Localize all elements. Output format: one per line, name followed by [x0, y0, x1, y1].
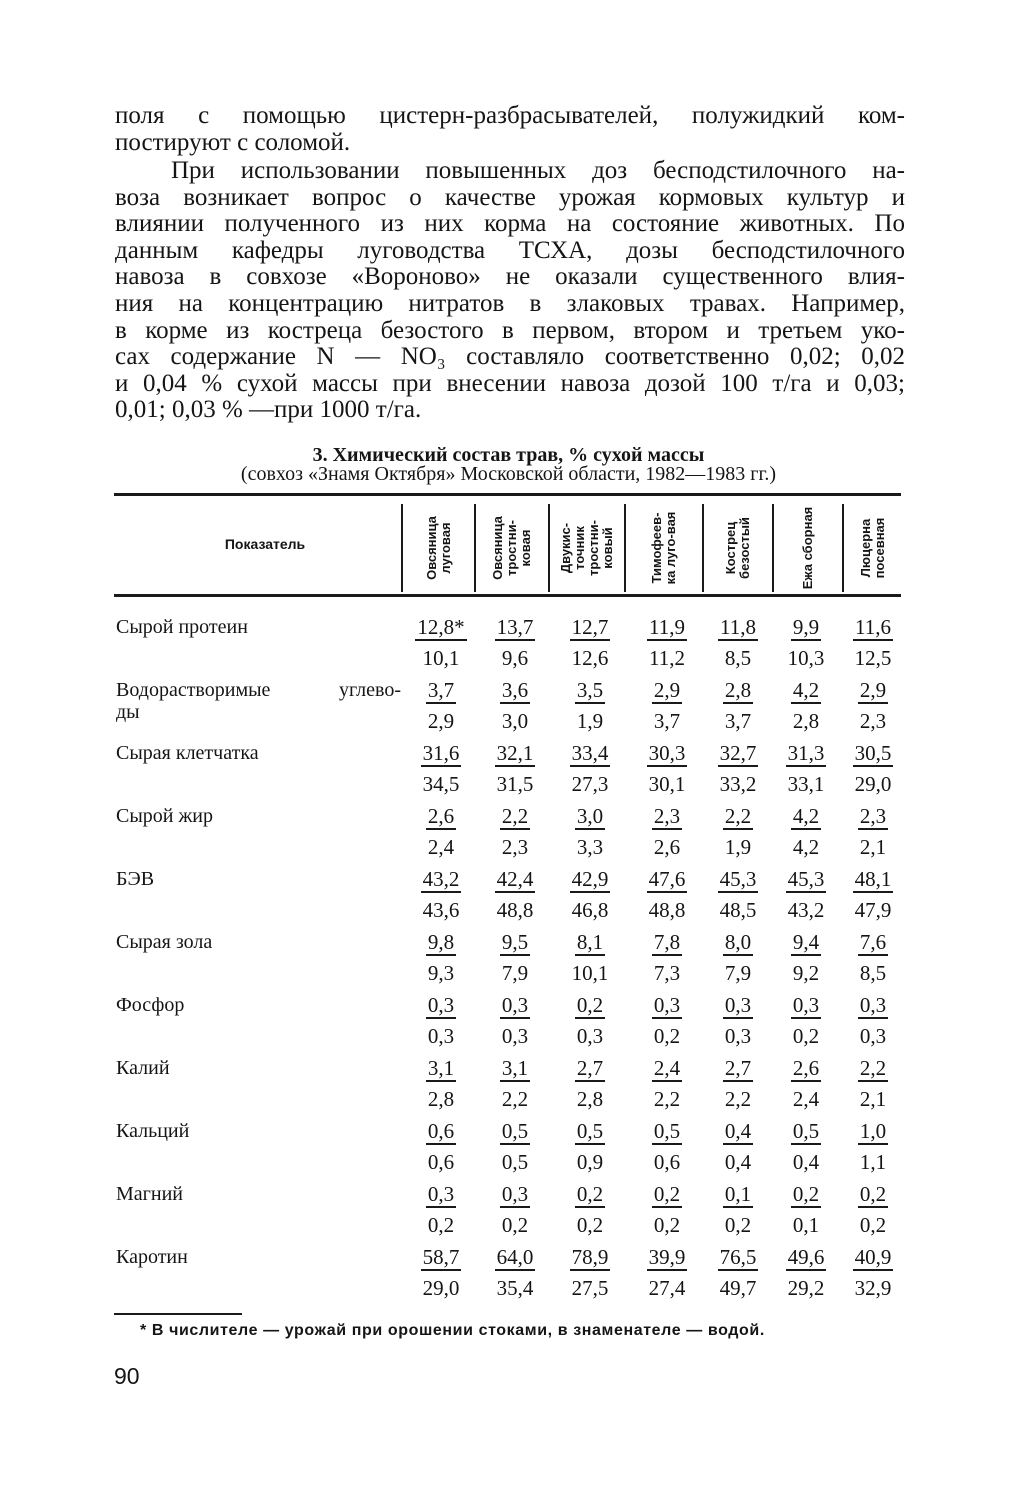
denominator-value: 31,5 [496, 772, 534, 796]
denominator-value: 1,1 [859, 1150, 887, 1174]
denominator-value: 0,2 [427, 1213, 455, 1237]
numerator-value: 47,6 [648, 867, 686, 891]
numerator-value: 32,1 [496, 741, 534, 765]
row-label: Сырая зола [116, 931, 213, 953]
denominator-value: 2,2 [501, 1087, 529, 1111]
numerator-value: 58,7 [422, 1245, 460, 1269]
numerator-value: 4,2 [792, 678, 820, 702]
numerator-value: 2,2 [859, 1056, 887, 1080]
denominator-value: 2,4 [427, 835, 455, 859]
numerator-value: 42,4 [496, 867, 534, 891]
denominator-value: 2,3 [501, 835, 529, 859]
numerator-value: 31,6 [422, 741, 460, 765]
denominator-value: 1,9 [576, 709, 604, 733]
denominator-value: 27,4 [648, 1276, 686, 1300]
column-header: Тимофеев-ка луго-вая [649, 511, 678, 585]
paragraph-2 [115, 158, 905, 424]
column-header: Овсяница тростни-ковая [490, 516, 533, 580]
denominator-value: 2,1 [859, 835, 887, 859]
text-line: данным кафедры луговодства ТСХА, дозы бесподстилочного [115, 236, 905, 264]
numerator-value: 30,5 [854, 741, 892, 765]
numerator-value: 2,7 [576, 1056, 604, 1080]
numerator-value: 11,6 [855, 615, 891, 639]
numerator-value: 0,3 [501, 1182, 529, 1206]
denominator-value: 0,6 [653, 1150, 681, 1174]
numerator-value: 3,6 [501, 678, 529, 702]
text-line: При использовании повышенных доз бесподстилочного на- [171, 157, 905, 184]
numerator-value: 2,3 [653, 804, 681, 828]
numerator-value: 2,4 [653, 1056, 681, 1080]
table-header-rule [114, 594, 901, 597]
denominator-value: 0,9 [576, 1150, 604, 1174]
numerator-value: 3,1 [427, 1056, 455, 1080]
denominator-value: 2,2 [653, 1087, 681, 1111]
numerator-value: 0,3 [724, 993, 752, 1017]
numerator-value: 0,2 [859, 1182, 887, 1206]
denominator-value: 0,4 [724, 1150, 752, 1174]
denominator-value: 4,2 [792, 835, 820, 859]
row-label: Сырая клетчатка [116, 742, 259, 764]
numerator-value: 39,9 [648, 1245, 686, 1269]
denominator-value: 0,2 [724, 1213, 752, 1237]
denominator-value: 0,2 [792, 1024, 820, 1048]
numerator-value: 43,2 [422, 867, 460, 891]
numerator-value: 2,8 [724, 678, 752, 702]
denominator-value: 2,2 [724, 1087, 752, 1111]
denominator-value: 3,7 [724, 709, 752, 733]
footnote-rule [114, 1313, 242, 1315]
column-header: Ежа сборная [800, 506, 815, 590]
numerator-value: 0,2 [653, 1182, 681, 1206]
numerator-value: 40,9 [854, 1245, 892, 1269]
column-header: Люцерна посевная [857, 517, 887, 579]
numerator-value: 2,2 [501, 804, 529, 828]
footnote: * В числителе — урожай при орошении стоками, в знаменателе — водой. [140, 1322, 765, 1339]
row-label: Каротин [116, 1246, 188, 1268]
denominator-value: 0,2 [653, 1024, 681, 1048]
numerator-value: 0,4 [724, 1119, 752, 1143]
paragraph-1 [115, 103, 905, 156]
table-title: 3. Химический состав трав, % сухой массы [312, 444, 705, 466]
numerator-value: 0,2 [576, 993, 604, 1017]
row-label: Сырой протеин [116, 616, 248, 638]
numerator-value: 9,8 [427, 930, 455, 954]
text-line: поля с помощью цистерн-разбрасывателей, полужидкий ком- [115, 102, 905, 129]
numerator-value: 1,0 [859, 1119, 887, 1143]
table-top-rule [114, 493, 901, 496]
numerator-value: 0,5 [792, 1119, 820, 1143]
denominator-value: 7,9 [724, 961, 752, 985]
denominator-value: 11,2 [649, 646, 685, 670]
numerator-value: 2,6 [792, 1056, 820, 1080]
denominator-value: 2,1 [859, 1087, 887, 1111]
numerator-value: 0,5 [576, 1119, 604, 1143]
numerator-value: 78,9 [571, 1245, 609, 1269]
denominator-value: 0,4 [792, 1150, 820, 1174]
denominator-value: 48,8 [496, 898, 534, 922]
denominator-value: 2,8 [427, 1087, 455, 1111]
denominator-value: 0,1 [792, 1213, 820, 1237]
denominator-value: 29,0 [422, 1276, 460, 1300]
numerator-value: 9,5 [501, 930, 529, 954]
denominator-value: 12,5 [854, 646, 892, 670]
denominator-value: 2,8 [792, 709, 820, 733]
numerator-value: 2,6 [427, 804, 455, 828]
numerator-value: 45,3 [719, 867, 757, 891]
denominator-value: 30,1 [648, 772, 686, 796]
numerator-value: 0,3 [501, 993, 529, 1017]
denominator-value: 47,9 [854, 898, 892, 922]
column-header: Кострец безостый [723, 517, 752, 579]
numerator-value: 9,9 [792, 615, 820, 639]
numerator-value: 2,3 [859, 804, 887, 828]
numerator-value: 64,0 [496, 1245, 534, 1269]
denominator-value: 32,9 [854, 1276, 892, 1300]
denominator-value: 8,5 [724, 646, 752, 670]
denominator-value: 2,3 [859, 709, 887, 733]
denominator-value: 0,3 [724, 1024, 752, 1048]
denominator-value: 0,2 [501, 1213, 529, 1237]
row-label: Кальций [116, 1120, 190, 1142]
denominator-value: 3,3 [576, 835, 604, 859]
denominator-value: 2,8 [576, 1087, 604, 1111]
numerator-value: 31,3 [787, 741, 825, 765]
denominator-value: 35,4 [496, 1276, 534, 1300]
row-header: Показатель [224, 536, 306, 552]
numerator-value: 3,7 [427, 678, 455, 702]
denominator-value: 0,5 [501, 1150, 529, 1174]
row-label: Калий [116, 1057, 170, 1079]
numerator-value: 0,1 [724, 1182, 752, 1206]
denominator-value: 1,9 [724, 835, 752, 859]
denominator-value: 43,6 [422, 898, 460, 922]
numerator-value: 4,2 [792, 804, 820, 828]
numerator-value: 7,6 [859, 930, 887, 954]
denominator-value: 0,2 [576, 1213, 604, 1237]
denominator-value: 27,3 [571, 772, 609, 796]
column-header: Двукис-точник тростни-ковый [558, 520, 615, 576]
numerator-value: 0,2 [576, 1182, 604, 1206]
row-label: Фосфор [116, 994, 185, 1016]
numerator-value: 2,7 [724, 1056, 752, 1080]
column-header: Овсяница луговая [423, 516, 453, 580]
denominator-value: 49,7 [719, 1276, 757, 1300]
denominator-value: 0,6 [427, 1150, 455, 1174]
numerator-value: 0,2 [792, 1182, 820, 1206]
denominator-value: 0,3 [427, 1024, 455, 1048]
denominator-value: 46,8 [571, 898, 609, 922]
denominator-value: 43,2 [787, 898, 825, 922]
numerator-value: 33,4 [571, 741, 609, 765]
text-line: воза возникает вопрос о качестве урожая кормовых культур и [115, 183, 905, 211]
denominator-value: 12,6 [571, 646, 609, 670]
denominator-value: 8,5 [859, 961, 887, 985]
denominator-value: 7,9 [501, 961, 529, 985]
denominator-value: 0,3 [859, 1024, 887, 1048]
denominator-value: 33,2 [719, 772, 757, 796]
numerator-value: 8,0 [724, 930, 752, 954]
denominator-value: 0,2 [653, 1213, 681, 1237]
denominator-value: 10,3 [787, 646, 825, 670]
numerator-value: 42,9 [571, 867, 609, 891]
numerator-value: 0,3 [427, 1182, 455, 1206]
text-line: постируют с соломой. [115, 128, 351, 156]
row-label: Водорастворимые углево- ды [116, 679, 401, 723]
numerator-value: 13,7 [496, 615, 534, 639]
text-line: 0,01; 0,03 % —при 1000 т/га. [115, 396, 422, 424]
numerator-value: 0,3 [653, 993, 681, 1017]
numerator-value: 0,5 [501, 1119, 529, 1143]
denominator-value: 0,3 [501, 1024, 529, 1048]
numerator-value: 8,1 [576, 930, 604, 954]
numerator-value: 30,3 [648, 741, 686, 765]
denominator-value: 9,3 [427, 961, 455, 985]
denominator-value: 27,5 [571, 1276, 609, 1300]
denominator-value: 2,6 [653, 835, 681, 859]
denominator-value: 0,2 [859, 1213, 887, 1237]
denominator-value: 0,3 [576, 1024, 604, 1048]
numerator-value: 12,8* [417, 615, 465, 639]
numerator-value: 9,4 [792, 930, 820, 954]
numerator-value: 3,5 [576, 678, 604, 702]
row-label: БЭВ [116, 868, 155, 890]
numerator-value: 0,3 [427, 993, 455, 1017]
denominator-value: 48,8 [648, 898, 686, 922]
denominator-value: 34,5 [422, 772, 460, 796]
text-line: ния на концентрацию нитратов в злаковых травах. Например, [115, 289, 905, 317]
numerator-value: 0,3 [859, 993, 887, 1017]
numerator-value: 0,3 [792, 993, 820, 1017]
text-line: влиянии полученного из них корма на состояние животных. По [115, 210, 905, 238]
numerator-value: 7,8 [653, 930, 681, 954]
row-label: Сырой жир [116, 805, 214, 827]
numerator-value: 12,7 [571, 615, 609, 639]
numerator-value: 2,9 [859, 678, 887, 702]
numerator-value: 49,6 [787, 1245, 825, 1269]
denominator-value: 2,9 [427, 709, 455, 733]
text-line: навоза в совхозе «Вороново» не оказали существенного влия- [115, 263, 905, 291]
denominator-value: 3,7 [653, 709, 681, 733]
row-label: Магний [116, 1183, 183, 1205]
denominator-value: 3,0 [501, 709, 529, 733]
denominator-value: 10,1 [571, 961, 609, 985]
denominator-value: 9,2 [792, 961, 820, 985]
denominator-value: 2,4 [792, 1087, 820, 1111]
numerator-value: 2,2 [724, 804, 752, 828]
table-subtitle: (совхоз «Знамя Октября» Московской области, 1982—1983 гг.) [240, 463, 777, 485]
text-line: в корме из костреца безостого в первом, втором и третьем уко- [115, 316, 905, 344]
denominator-value: 33,1 [787, 772, 825, 796]
numerator-value: 11,9 [649, 615, 685, 639]
text-line: сах содержание N — NO₃ составляло соответственно 0,02; 0,02 [115, 343, 905, 371]
numerator-value: 45,3 [787, 867, 825, 891]
denominator-value: 29,0 [854, 772, 892, 796]
numerator-value: 0,6 [427, 1119, 455, 1143]
denominator-value: 29,2 [787, 1276, 825, 1300]
denominator-value: 48,5 [719, 898, 757, 922]
text-line: и 0,04 % сухой массы при внесении навоза дозой 100 т/га и 0,03; [115, 369, 905, 397]
page-number: 90 [114, 1363, 140, 1389]
numerator-value: 11,8 [720, 615, 756, 639]
numerator-value: 0,5 [653, 1119, 681, 1143]
numerator-value: 76,5 [719, 1245, 757, 1269]
denominator-value: 10,1 [422, 646, 460, 670]
denominator-value: 9,6 [501, 646, 529, 670]
numerator-value: 48,1 [854, 867, 892, 891]
numerator-value: 3,1 [501, 1056, 529, 1080]
denominator-value: 7,3 [653, 961, 681, 985]
numerator-value: 2,9 [653, 678, 681, 702]
numerator-value: 3,0 [576, 804, 604, 828]
numerator-value: 32,7 [719, 741, 757, 765]
